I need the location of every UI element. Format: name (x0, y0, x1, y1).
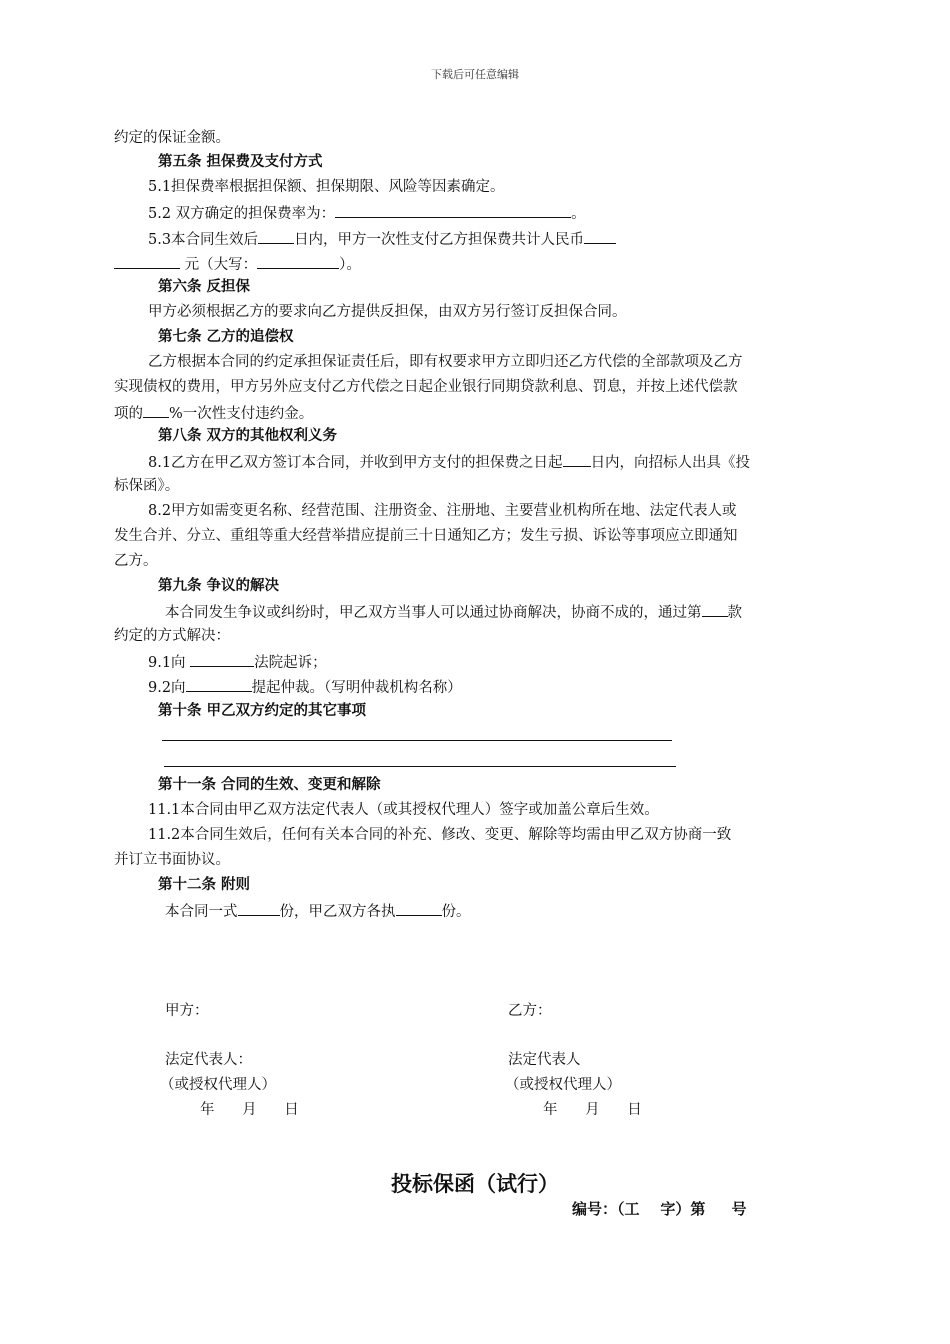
article-9-heading: 第九条 争议的解决 (158, 577, 280, 594)
clause-5-3-text-a: 5.3本合同生效后 (148, 232, 259, 248)
clause-11-2-cont: 并订立书面协议。 (114, 852, 230, 868)
clause-5-3-text-b: 日内，甲方一次性支付乙方担保费共计人民币 (294, 232, 585, 248)
article-7-text-3a: 项的 (114, 406, 143, 422)
blank-copies-total[interactable] (238, 900, 280, 916)
clause-5-2 (148, 202, 586, 224)
article-7-text-2: 实现债权的费用，甲方另外应支付乙方代偿之日起企业银行同期贷款利息、罚息，并按上述代偿款 (114, 379, 738, 395)
party-b-agent: （或授权代理人） (505, 1077, 621, 1093)
blank-other-matters-2[interactable] (164, 766, 676, 767)
blank-fee-rate[interactable] (335, 202, 571, 218)
article-9-text (165, 601, 742, 623)
clause-9-1 (148, 651, 327, 673)
clause-8-2-cont: 发生合并、分立、重组等重大经营举措应提前三十日通知乙方；发生亏损、诉讼等事项应立即通知 (114, 528, 738, 544)
party-a-label: 甲方： (165, 1003, 209, 1019)
clause-8-1-text-b: 日内，向招标人出具《投 (590, 455, 751, 471)
clause-5-3-text-c: 元（大写： (180, 257, 258, 273)
article-11-heading: 第十一条 合同的生效、变更和解除 (158, 776, 381, 793)
article-8-heading: 第八条 双方的其他权利义务 (158, 427, 338, 444)
clause-5-3-cont (114, 253, 361, 275)
article-12-text-c: 份。 (441, 904, 471, 920)
clause-11-2: 11.2本合同生效后，任何有关本合同的补充、修改、变更、解除等均需由甲乙双方协商一致 (148, 827, 732, 843)
party-a-agent: （或授权代理人） (160, 1077, 276, 1093)
clause-8-2: 8.2甲方如需变更名称、经营范围、注册资金、注册地、主要营业机构所在地、法定代表人或 (148, 503, 737, 519)
clause-5-1: 5.1担保费率根据担保额、担保期限、风险等因素确定。 (148, 179, 505, 195)
party-a-date: 年 月 日 (200, 1102, 299, 1118)
clause-9-1-text-b: 法院起诉； (254, 655, 327, 671)
party-b-rep: 法定代表人 (508, 1052, 581, 1068)
document-number: 编号：（工 字）第 号 (572, 1200, 747, 1218)
clause-9-1-text-a: 9.1向 (148, 655, 191, 671)
article-12-text-a: 本合同一式 (165, 904, 238, 920)
party-b-date: 年 月 日 (543, 1102, 642, 1118)
article-9-text-b: 款 (727, 605, 742, 621)
article-6-heading: 第六条 反担保 (158, 278, 251, 295)
clause-9-2 (148, 676, 462, 698)
article-12-text-b: 份，甲乙双方各执 (279, 904, 396, 920)
article-12-heading: 第十二条 附则 (158, 876, 251, 893)
blank-copies-each[interactable] (396, 900, 442, 916)
article-7-heading: 第七条 乙方的追偿权 (158, 328, 294, 345)
blank-amount-words[interactable] (257, 253, 339, 269)
blank-court[interactable] (190, 651, 254, 667)
article-7-text-1: 乙方根据本合同的约定承担保证责任后，即有权要求甲方立即归还乙方代偿的全部款项及乙方 (148, 354, 743, 370)
clause-9-2-text-a: 9.2向 (148, 680, 186, 696)
clause-11-1: 11.1本合同由甲乙双方法定代表人（或其授权代理人）签字或加盖公章后生效。 (148, 802, 659, 818)
clause-8-2-end: 乙方。 (114, 553, 158, 569)
article-5-heading: 第五条 担保费及支付方式 (158, 153, 323, 170)
clause-5-2-text: 5.2 双方确定的担保费率为： (148, 206, 336, 222)
article-12-text (165, 900, 471, 922)
clause-5-3 (148, 228, 616, 250)
header-note: 下载后可任意编辑 (431, 68, 519, 81)
clause-8-1-cont: 标保函》。 (114, 478, 180, 494)
article-9-text-a: 本合同发生争议或纠纷时，甲乙双方当事人可以通过协商解决，协商不成的，通过第 (165, 605, 702, 621)
clause-5-3-text-d: ）。 (339, 257, 361, 273)
blank-days[interactable] (258, 228, 294, 244)
blank-clause-no[interactable] (702, 601, 728, 617)
party-a-rep: 法定代表人： (165, 1052, 252, 1068)
article-9-text-cont: 约定的方式解决： (114, 628, 230, 644)
clause-9-2-text-b: 提起仲裁。（写明仲裁机构名称） (251, 680, 462, 696)
party-b-label: 乙方： (508, 1003, 552, 1019)
article-6-text: 甲方必须根据乙方的要求向乙方提供反担保，由双方另行签订反担保合同。 (148, 304, 627, 320)
article-10-heading: 第十条 甲乙双方约定的其它事项 (158, 702, 367, 719)
blank-issue-days[interactable] (563, 451, 591, 467)
clause-5-2-end: 。 (571, 206, 586, 222)
document-title: 投标保函（试行） (391, 1171, 559, 1196)
blank-amount-cont[interactable] (114, 253, 180, 269)
clause-8-1-text-a: 8.1乙方在甲乙双方签订本合同，并收到甲方支付的担保费之日起 (148, 455, 563, 471)
blank-penalty-percent[interactable] (143, 402, 169, 418)
text-line: 约定的保证金额。 (114, 130, 230, 146)
article-7-text-3 (114, 402, 313, 424)
blank-other-matters-1[interactable] (162, 740, 672, 741)
clause-8-1 (148, 451, 750, 473)
blank-amount[interactable] (584, 228, 616, 244)
article-7-text-3b: %一次性支付违约金。 (169, 406, 314, 422)
blank-arbitration[interactable] (186, 676, 252, 692)
